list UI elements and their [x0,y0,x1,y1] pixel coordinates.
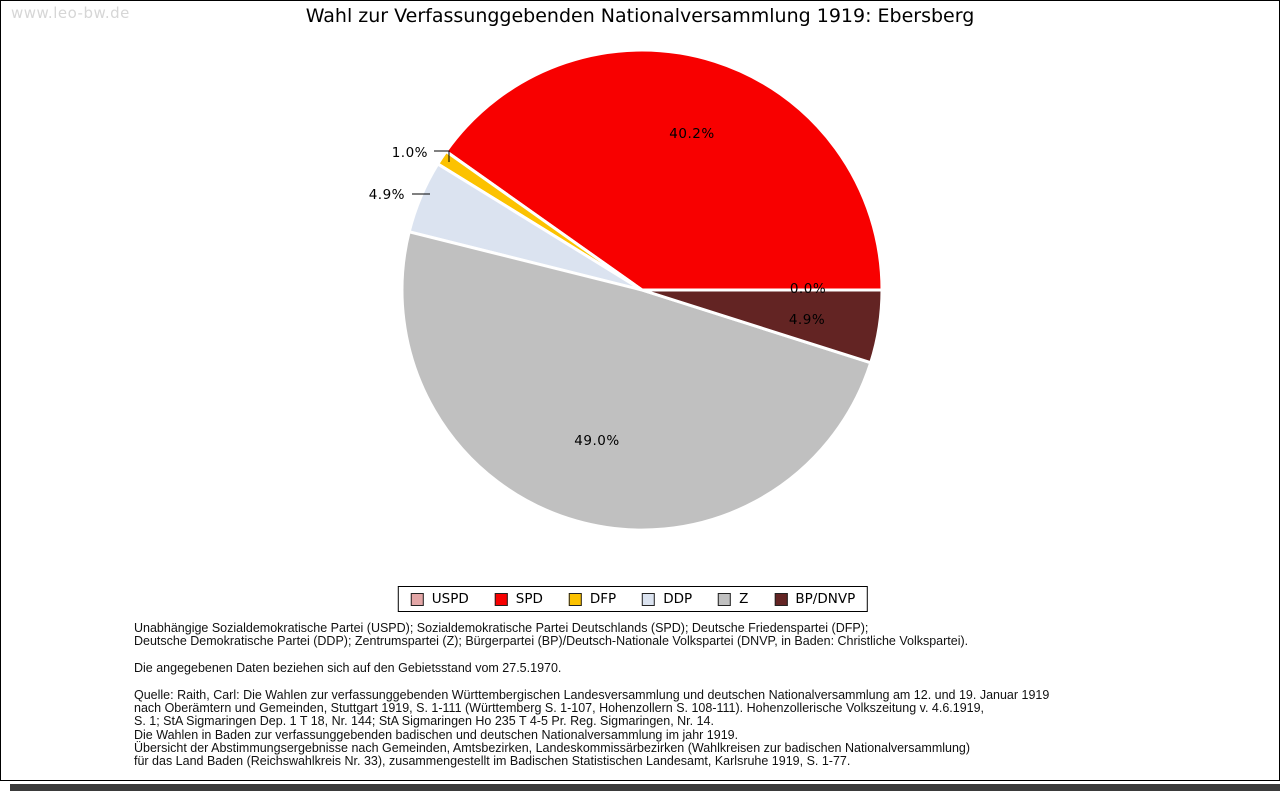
page-title: Wahl zur Verfassunggebenden Nationalversammlung 1919: Ebersberg [305,5,975,27]
footnote-line: S. 1; StA Sigmaringen Dep. 1 T 18, Nr. 144; StA Sigmaringen Ho 235 T 4-5 Pr. Reg. Sigmaringen, Nr. 14. [134,714,714,729]
chart-legend [398,586,868,612]
window-bottom-edge [10,784,1280,791]
footnote-line: Unabhängige Sozialdemokratische Partei (USPD); Sozialdemokratische Partei Deutschlands (SPD); Deutsche Friedenspartei (DFP); [134,621,869,635]
legend-label: DDP [663,591,693,607]
footnote-source [134,689,1239,768]
legend-label: DFP [589,591,617,607]
pie-percent-label: 4.9% [368,187,405,203]
legend-swatch [569,593,582,606]
footnote-line: nach Oberämtern und Gemeinden, Stuttgart 1919, S. 1-111 (Württemberg S. 1-107, Hohenzollern S. 108-111). Hohenzollerische Volkszeitung v. 4.6.1919, [134,701,985,716]
footnote-parties [134,622,1239,648]
legend-swatch [411,593,424,606]
legend-item-ddp [642,591,692,607]
legend-item-dfp [569,591,616,607]
pie-percent-label: 49.0% [574,433,620,449]
footnote-line: Die Wahlen in Baden zur verfassunggebenden badischen und deutschen Nationalversammlung im jahr 1919. [134,727,739,742]
legend-label: SPD [515,591,543,607]
legend-label: Z [739,591,749,607]
pie-percent-label: 0.0% [789,281,827,297]
watermark-text: www.leo-bw.de [11,4,130,22]
legend-swatch [774,593,787,606]
legend-item-z [718,591,748,607]
legend-swatch [495,593,508,606]
legend-label: USPD [431,591,469,607]
pie-percent-label: 4.9% [788,312,826,328]
pie-percent-label: 40.2% [669,126,715,142]
footnote-line: Quelle: Raith, Carl: Die Wahlen zur verfassunggebenden Württembergischen Landesversammlung und deutschen Nationalversammlung am 12. und 19. Januar 1919 [134,688,1050,702]
pie-percent-label: 1.0% [391,145,428,161]
legend-swatch [718,593,731,606]
footnote-line: für das Land Baden (Reichswahlkreis Nr. 33), zusammengestellt im Badischen Statistischen Landesamt, Karlsruhe 1919, S. 1-77. [134,754,851,769]
legend-item-spd [495,591,543,607]
legend-label: BP/DNVP [795,591,856,607]
legend-item-bp-dnvp [774,591,855,607]
legend-item-uspd [411,591,469,607]
footnote-line: Die angegebenen Daten beziehen sich auf den Gebietsstand vom 27.5.1970. [134,661,562,675]
legend-swatch [642,593,655,606]
footnote-line: Übersicht der Abstimmungsergebnisse nach Gemeinden, Amtsbezirken, Landeskommissärbezirken (Wahlkreisen zur badischen Nationalversammlung) [134,740,971,755]
footnote-line: Deutsche Demokratische Partei (DDP); Zentrumspartei (Z); Bürgerpartei (BP)/Deutsch-Nationale Volkspartei (DNVP, in Baden: Christliche Volkspartei). [134,634,969,649]
footnote-gebietsstand [134,662,1239,675]
